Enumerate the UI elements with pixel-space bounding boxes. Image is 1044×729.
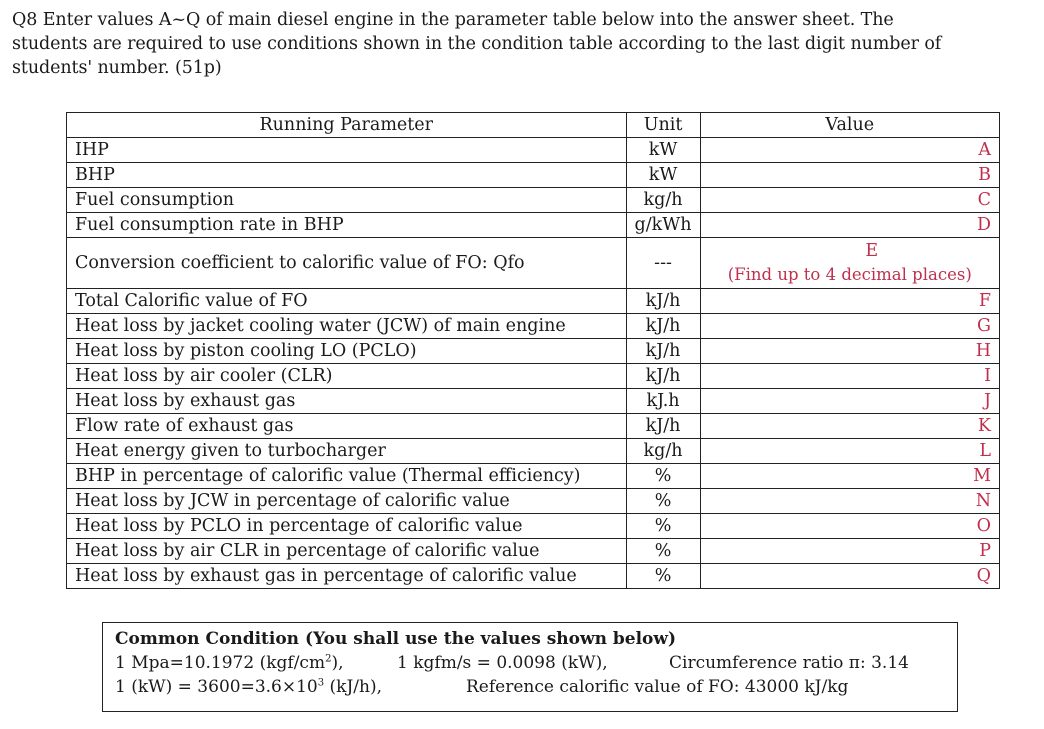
table-row [67, 213, 1000, 238]
table-row [67, 464, 1000, 489]
parameter-name: Heat loss by piston cooling LO (PCLO) [67, 339, 627, 364]
parameter-name: Fuel consumption rate in BHP [67, 213, 627, 238]
value-note: (Find up to 4 decimal places) [727, 265, 972, 284]
parameter-unit: % [626, 564, 700, 589]
parameter-unit: kJ/h [626, 339, 700, 364]
value-letter: E [865, 241, 879, 261]
common-condition-box [102, 622, 958, 712]
parameter-name: Conversion coefficient to calorific value of FO: Qfo [67, 238, 627, 289]
table-row [67, 564, 1000, 589]
table-row [67, 339, 1000, 364]
parameter-value: B [700, 163, 999, 188]
parameter-name: BHP [67, 163, 627, 188]
question-line-3: students' number. (51p) [12, 58, 222, 78]
parameter-name: Heat loss by exhaust gas in percentage of calorific value [67, 564, 627, 589]
parameter-name: Heat loss by jacket cooling water (JCW) of main engine [67, 314, 627, 339]
header-value: Value [700, 113, 999, 138]
parameter-unit: kg/h [626, 439, 700, 464]
question-text [12, 8, 1032, 80]
parameter-name: Flow rate of exhaust gas [67, 414, 627, 439]
parameter-value: L [700, 439, 999, 464]
question-line-1: Q8 Enter values A~Q of main diesel engine in the parameter table below into the answer sheet. The [12, 10, 894, 30]
parameter-unit: kJ.h [626, 389, 700, 414]
parameter-unit: % [626, 464, 700, 489]
table-row [67, 439, 1000, 464]
table-row [67, 389, 1000, 414]
parameter-table [66, 112, 1000, 589]
parameter-value: F [700, 289, 999, 314]
table-row [67, 489, 1000, 514]
parameter-unit: % [626, 489, 700, 514]
parameter-value: A [700, 138, 999, 163]
parameter-name: Fuel consumption [67, 188, 627, 213]
parameter-value: Q [700, 564, 999, 589]
parameter-unit: g/kWh [626, 213, 700, 238]
parameter-value: O [700, 514, 999, 539]
table-row [67, 188, 1000, 213]
table-row [67, 314, 1000, 339]
parameter-name: Heat loss by PCLO in percentage of calorific value [67, 514, 627, 539]
parameter-unit: kJ/h [626, 289, 700, 314]
parameter-name: Heat loss by exhaust gas [67, 389, 627, 414]
condition-row-1 [115, 651, 945, 675]
parameter-value: J [700, 389, 999, 414]
parameter-name: IHP [67, 138, 627, 163]
parameter-value: M [700, 464, 999, 489]
parameter-value: K [700, 414, 999, 439]
parameter-value [700, 238, 999, 289]
parameter-value: H [700, 339, 999, 364]
parameter-name: Heat loss by air CLR in percentage of calorific value [67, 539, 627, 564]
parameter-unit: kJ/h [626, 414, 700, 439]
parameter-value: D [700, 213, 999, 238]
parameter-unit: kJ/h [626, 364, 700, 389]
condition-title: Common Condition (You shall use the values shown below) [115, 629, 677, 649]
parameter-unit: % [626, 514, 700, 539]
parameter-value: P [700, 539, 999, 564]
parameter-unit: kW [626, 163, 700, 188]
condition-mpa: 1 Mpa=10.1972 $(kgf/cm^2)$, [115, 653, 344, 673]
table-row [67, 163, 1000, 188]
parameter-value: N [700, 489, 999, 514]
header-running-parameter: Running Parameter [67, 113, 627, 138]
parameter-unit: % [626, 539, 700, 564]
table-row [67, 364, 1000, 389]
parameter-unit: kg/h [626, 188, 700, 213]
table-row [67, 539, 1000, 564]
table-row [67, 238, 1000, 289]
condition-pi: Circumference ratio π: 3.14 [669, 653, 909, 673]
table-row [67, 289, 1000, 314]
table-row [67, 414, 1000, 439]
parameter-unit: --- [626, 238, 700, 289]
condition-kw: 1 $(kW) = 3600=3.6\times 10^3$ (kJ/h), [115, 677, 382, 697]
parameter-name: BHP in percentage of calorific value (Thermal efficiency) [67, 464, 627, 489]
parameter-name: Heat energy given to turbocharger [67, 439, 627, 464]
table-body [67, 138, 1000, 589]
header-unit: Unit [626, 113, 700, 138]
table-header-row [67, 113, 1000, 138]
parameter-name: Heat loss by air cooler (CLR) [67, 364, 627, 389]
parameter-value: C [700, 188, 999, 213]
condition-row-2 [115, 675, 945, 699]
parameter-name: Total Calorific value of FO [67, 289, 627, 314]
parameter-value: G [700, 314, 999, 339]
question-line-2: students are required to use conditions shown in the condition table according to the last digit number of [12, 34, 942, 54]
parameter-name: Heat loss by JCW in percentage of calorific value [67, 489, 627, 514]
table-row [67, 138, 1000, 163]
parameter-unit: kW [626, 138, 700, 163]
parameter-unit: kJ/h [626, 314, 700, 339]
condition-kgfm: 1 kgfm/s = 0.0098 (kW), [397, 653, 608, 673]
table-row [67, 514, 1000, 539]
condition-reference-calorific: Reference calorific value of FO: 43000 kJ/kg [466, 677, 849, 697]
parameter-value: I [700, 364, 999, 389]
